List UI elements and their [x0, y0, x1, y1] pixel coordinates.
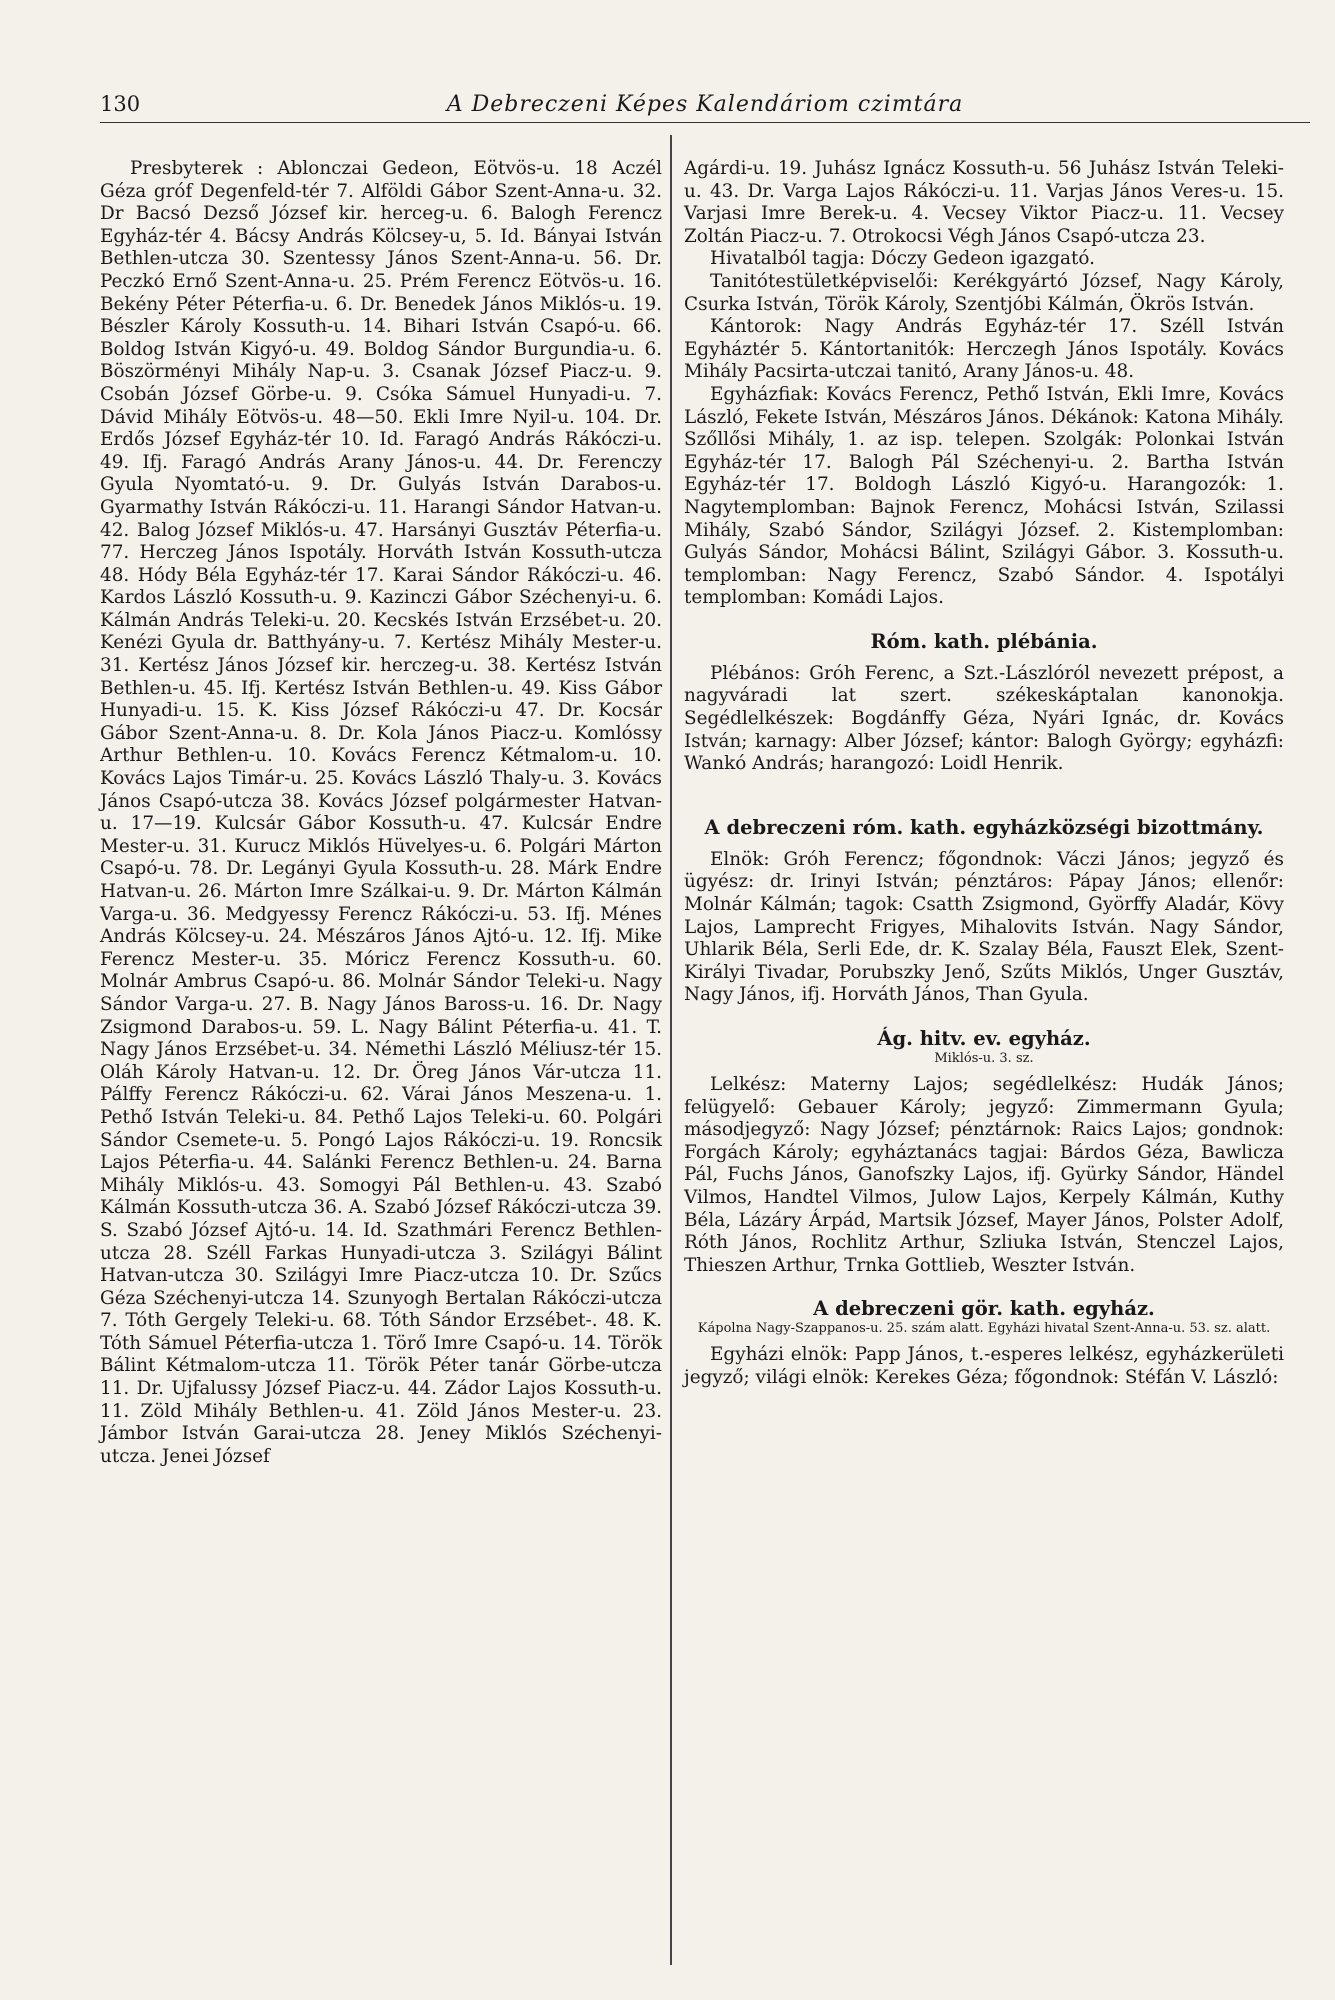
rom-kath-plebania-text: Plébános: Gróh Ferenc, a Szt.-Lászlóról nevezett prépost, a nagyváradi lat szert. székeskáptalan kanonokja. Segédlelkészek: Bogdánffy Géza, Nyári Ignác, dr. Kovács István; karnagy: Alber József; kántor: Balogh György; egyházfi: Wankó András; harangozó: Loidl Henrik.	[684, 662, 1284, 775]
kantorok: Kántorok: Nagy András Egyház-tér 17. Széll István Egyháztér 5. Kántortanitók: Herczegh János Ispotály. Kovács Mihály Pacsirta-utczai tanitó, Arany János-u. 48.	[684, 316, 1284, 383]
rom-kath-plebania-title: Róm. kath. plébánia.	[870, 629, 1098, 653]
presbyterek-continuation: Agárdi-u. 19. Juhász Ignácz Kossuth-u. 56 Juhász István Teleki-u. 43. Dr. Varga Lajos Rákóczi-u. 11. Varjas János Veres-u. 15. Varjasi Imre Berek-u. 4. Vecsey Viktor Piacz-u. 11. Vecsey Zoltán Piacz-u. 7. Otrokocsi Végh János Csapó-utcza 23.	[684, 158, 1284, 247]
left-column	[100, 158, 662, 1468]
tanitotestulet-kepviselok: Tanitótestületképviselői: Kerékgyártó József, Nagy Károly, Csurka István, Török Károly, Szentjóbi Kálmán, Ökrös István.	[684, 270, 1284, 315]
ag-hitv-title: Ág. hitv. ev. egyház.	[877, 1027, 1091, 1050]
ag-hitv-address: Miklós-u. 3. sz.	[934, 1051, 1034, 1066]
egyhazfiak: Egyházfiak: Kovács Ferencz, Pethő István, Ekli Imre, Kovács László, Fekete István, Mészáros János. Dékánok: Katona Mihály. Szőllősi Mihály, 1. az isp. telepen. Szolgák: Polonkai István Egyház-tér 17. Balogh Pál Széchenyi-u. 2. Bartha István Egyház-tér 17. Boldogh László Kigyó-u. Harangozók: 1. Nagytemplomban: Bajnok Ferencz, Mohácsi István, Szilassi Mihály, Szabó Sándor, Szilágyi József. 2. Kistemplomban: Gulyás Sándor, Mohácsi Bálint, Szilágyi Gábor. 3. Kossuth-u. templomban: Nagy Ferencz, Szabó Sándor. 4. Ispotályi templomban: Komádi Lajos.	[684, 383, 1284, 609]
bizottmany-text: Elnök: Gróh Ferencz; főgondnok: Váczi János; jegyző és ügyész: dr. Irinyi István; pénztáros: Pápay János; ellenőr: Molnár Kálmán; tagok: Csatth Zsigmond, Györffy Aladár, Kövy Lajos, Lamprecht Frigyes, Mihalovits István. Nagy Sándor, Uhlarik Béla, Serli Ede, dr. K. Szalay Béla, Fauszt Elek, Szent-Királyi Tivadar, Porubszky Jenő, Szűts Miklós, Unger Gusztáv, Nagy János, ifj. Horváth János, Than Gyula.	[684, 848, 1284, 1006]
gor-kath-address: Kápolna Nagy-Szappanos-u. 25. szám alatt. Egyházi hivatal Szent-Anna-u. 53. sz. alatt.	[697, 1321, 1271, 1337]
ag-hitv-text: Lelkész: Materny Lajos; segédlelkész: Hudák János; felügyelő: Gebauer Károly; jegyző: Zimmermann Gyula; másodjegyző: Nagy József; pénztárnok: Raics Lajos; gondnok: Forgách Károly; egyháztanács tagjai: Bárdos Géza, Bawlicza Pál, Fuchs János, Ganofszky Lajos, ifj. Gyürky Sándor, Händel Vilmos, Handtel Vilmos, Julow Lajos, Kerpely Kálmán, Kuthy Béla, Lázáry Árpád, Martsik József, Mayer János, Polster Adolf, Róth János, Rochlitz Arthur, Szliuka István, Stenczel Lajos, Thieszen Arthur, Trnka Gottlieb, Weszter István.	[684, 1074, 1284, 1276]
gor-kath-text: Egyházi elnök: Papp János, t.-esperes lelkész, egyházkerületi jegyző; világi elnök: Kerekes Géza; főgondnok: Stéfán V. László:	[684, 1344, 1284, 1388]
page-number: 130	[100, 92, 141, 116]
running-title: A Debreczeni Képes Kalendáriom czimtára	[446, 92, 964, 117]
page-header	[100, 92, 1310, 123]
column-divider	[670, 135, 672, 1965]
gor-kath-title: A debreczeni gör. kath. egyház.	[813, 1297, 1155, 1321]
hivatalbol-tag: Hivatalból tagja: Dóczy Gedeon igazgató.	[710, 248, 1095, 270]
right-column	[684, 158, 1284, 1390]
bizottmany-title: A debreczeni róm. kath. egyházközségi bizottmány.	[704, 815, 1264, 839]
presbyterek-list: Presbyterek : Ablonczai Gedeon, Eötvös-u. 18 Aczél Géza gróf Degenfeld-tér 7. Alföldi Gábor Szent-Anna-u. 32. Dr Bacsó Dezső József kir. herceg-u. 6. Balogh Ferencz Egyház-tér 4. Bácsy András Kölcsey-u, 5. Id. Bányai István Bethlen-utcza 30. Szentessy János Szent-Anna-u. 56. Dr. Peczkó Ernő Szent-Anna-u. 25. Prém Ferencz Eötvös-u. 16. Bekény Péter Péterfia-u. 6. Dr. Benedek János Miklós-u. 19. Bészler Károly Kossuth-u. 14. Bihari István Csapó-u. 66. Boldog István Kigyó-u. 49. Boldog Sándor Burgundia-u. 6. Böszörményi Mihály Nap-u. 3. Csanak József Piacz-u. 9. Csobán József Görbe-u. 9. Csóka Sámuel Hunyadi-u. 7. Dávid Mihály Eötvös-u. 48—50. Ekli Imre Nyil-u. 104. Dr. Erdős József Egyház-tér 10. Id. Faragó András Rákóczi-u. 49. Ifj. Faragó András Arany János-u. 44. Dr. Ferenczy Gyula Nyomtató-u. 9. Dr. Gulyás István Darabos-u. Gyarmathy István Rákóczi-u. 11. Harangi Sándor Hatvan-u. 42. Balog József Miklós-u. 47. Harsányi Gusztáv Péterfia-u. 77. Herczeg János Ispotály. Horváth István Kossuth-utcza 48. Hódy Béla Egyház-tér 17. Karai Sándor Rákóczi-u. 46. Kardos László Kossuth-u. 9. Kazinczi Gábor Széchenyi-u. 6. Kálmán András Teleki-u. 20. Kecskés István Erzsébet-u. 20. Kenézi Gyula dr. Batthyány-u. 7. Kertész Mihály Mester-u. 31. Kertész János József kir. herczeg-u. 38. Kertész István Bethlen-u. 45. Ifj. Kertész István Bethlen-u. 49. Kiss Gábor Hunyadi-u. 15. K. Kiss József Rákóczi-u 47. Dr. Kocsár Gábor Szent-Anna-u. 8. Dr. Kola János Piacz-u. Komlóssy Arthur Bethlen-u. 10. Kovács Ferencz Kétmalom-u. 10. Kovács Lajos Timár-u. 25. Kovács László Thaly-u. 3. Kovács János Csapó-utcza 38. Kovács József polgármester Hatvan-u. 17—19. Kulcsár Gábor Kossuth-u. 47. Kulcsár Endre Mester-u. 31. Kurucz Miklós Hüvelyes-u. 6. Polgári Márton Csapó-u. 78. Dr. Legányi Gyula Kossuth-u. 28. Márk Endre Hatvan-u. 26. Márton Imre Szálkai-u. 9. Dr. Márton Kálmán Varga-u. 36. Medgyessy Ferencz Rákóczi-u. 53. Ifj. Ménes András Kölcsey-u. 24. Mészáros János Ajtó-u. 12. Ifj. Mike Ferencz Mester-u. 35. Móricz Ferencz Kossuth-u. 60. Molnár Ambrus Csapó-u. 86. Molnár Sándor Teleki-u. Nagy Sándor Varga-u. 27. B. Nagy János Baross-u. 16. Dr. Nagy Zsigmond Darabos-u. 59. L. Nagy Bálint Péterfia-u. 41. T. Nagy János Erzsébet-u. 34. Némethi László Méliusz-tér 15. Oláh Károly Hatvan-u. 12. Dr. Öreg János Vár-utcza 11. Pálffy Ferencz Rákóczi-u. 62. Várai János Meszena-u. 1. Pethő István Teleki-u. 84. Pethő Lajos Teleki-u. 60. Polgári Sándor Csemete-u. 5. Pongó Lajos Rákóczi-u. 19. Roncsik Lajos Péterfia-u. 44. Salánki Ferencz Bethlen-u. 24. Barna Mihály Miklós-u. 43. Somogyi Pál Bethlen-u. 43. Szabó Kálmán Kossuth-utcza 36. A. Szabó József Rákóczi-utcza 39. S. Szabó József Ajtó-u. 14. Id. Szathmári Ferencz Bethlen-utcza 28. Széll Farkas Hunyadi-utcza 3. Szilágyi Bálint Hatvan-utcza 30. Szilágyi Imre Piacz-utcza 10. Dr. Szűcs Géza Széchenyi-utcza 14. Szunyogh Bertalan Rákóczi-utcza 7. Tóth Gergely Teleki-u. 68. Tóth Sándor Erzsébet-. 48. K. Tóth Sámuel Péterfia-utcza 1. Törő Imre Csapó-u. 14. Török Bálint Kétmalom-utcza 11. Török Péter tanár Görbe-utcza 11. Dr. Ujfalussy József Piacz-u. 44. Zádor Lajos Kossuth-u. 11. Zöld Mihály Bethlen-u. 41. Zöld János Mester-u. 23. Jámbor István Garai-utcza 28. Jeney Miklós Széchenyi-utcza. Jenei József	[100, 158, 662, 1467]
